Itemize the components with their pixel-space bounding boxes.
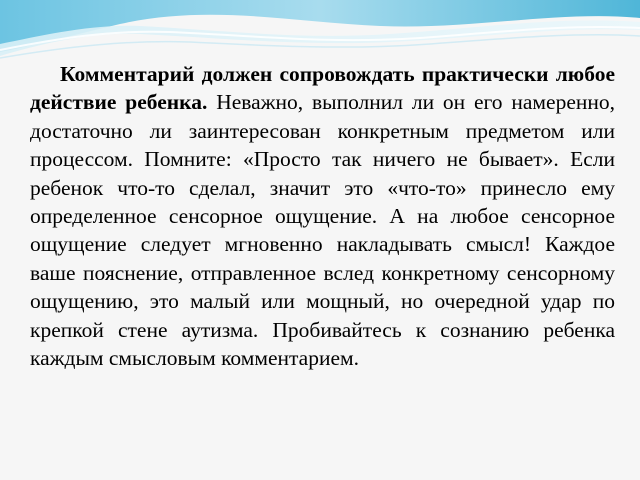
body-text: Неважно, выполнил ли он его намеренно, достаточно ли заинтересован конкретным предметом или процессом. Помните: «Просто так ничего не бывает». Если ребенок что-то сделал, значит это «что-то» принесло ему определенное сенсорное ощущение. А на любое сенсорное ощущение следует мгновенно накладывать смысл! Каждое ваше пояснение, отправленное вслед конкретному сенсорному ощущению, это малый или мощный, но очередной удар по крепкой стене аутизма. Пробивайтесь к сознанию ребенка каждым смысловым комментарием.: [30, 90, 615, 371]
slide-paragraph: [30, 60, 615, 372]
bold-lead-sentence: Комментарий должен сопровождать практически любое действие ребенка.: [30, 62, 615, 115]
